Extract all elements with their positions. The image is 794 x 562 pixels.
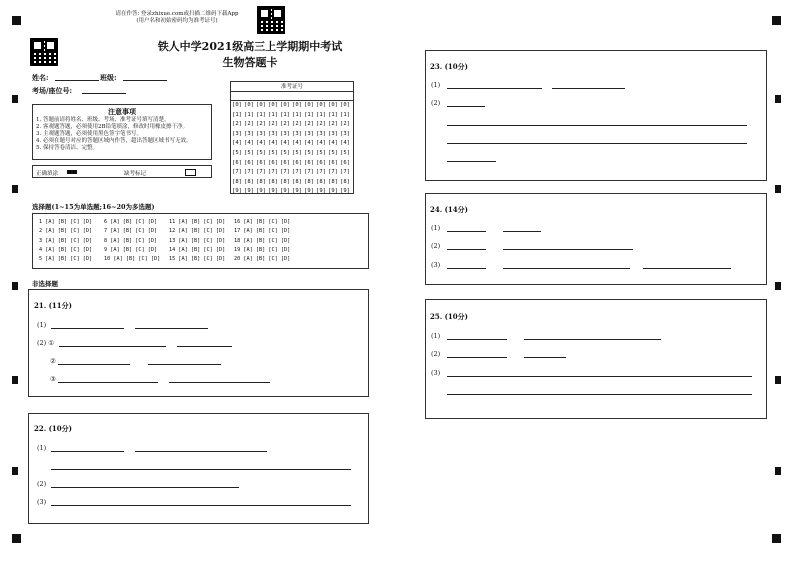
filled-example-icon (67, 170, 77, 174)
q23-answer-2a[interactable] (447, 106, 485, 107)
q22-answer-3[interactable] (51, 505, 351, 506)
exam-id-bubble[interactable]: [2] (304, 121, 314, 128)
exam-id-bubble[interactable]: [1] (304, 111, 314, 118)
q24-answer-3c[interactable] (643, 268, 731, 269)
exam-id-bubble[interactable]: [6] (316, 159, 326, 166)
exam-id-bubble[interactable]: [0] (292, 102, 302, 108)
exam-id-bubble[interactable]: [7] (256, 169, 266, 176)
login-notice-line2: (用户名和初始密码均为准考证号) (136, 18, 218, 24)
q25-part2-label: (2) (431, 350, 441, 358)
exam-id-bubble[interactable]: [8] (328, 178, 338, 185)
q25-answer-2a[interactable] (447, 357, 507, 358)
q21-box (28, 289, 369, 397)
timing-mark (12, 95, 18, 103)
exam-id-bubble[interactable]: [6] (304, 159, 314, 166)
q22-answer-1a[interactable] (51, 451, 124, 452)
exam-id-bubble[interactable]: [2] (292, 121, 302, 128)
exam-id-bubble[interactable]: [9] (316, 188, 326, 195)
q23-answer-1b[interactable] (552, 88, 625, 89)
exam-id-bubble[interactable]: [1] (280, 111, 290, 118)
exam-id-bubble[interactable]: [4] (280, 140, 290, 147)
exam-id-bubble[interactable]: [4] (244, 140, 254, 147)
choice-item[interactable]: 3 [A] [B] [C] [D] (39, 237, 93, 244)
q24-part3-label: (3) (431, 261, 441, 269)
exam-id-bubble[interactable]: [7] (328, 169, 338, 176)
exam-id-bubble[interactable]: [6] (280, 159, 290, 166)
q23-box (425, 50, 767, 181)
q22-part1-label: (1) (37, 444, 47, 452)
exam-id-bubble[interactable]: [4] (256, 140, 266, 147)
corner-mark-tr (772, 16, 781, 25)
notice-box (32, 104, 212, 160)
notice-item: 1. 答题前请将姓名、班级、考场、准考证号填写清楚。 (36, 117, 170, 123)
exam-id-bubble[interactable]: [1] (316, 111, 326, 118)
choice-item[interactable]: 13 [A] [B] [C] [D] (169, 237, 226, 244)
exam-id-bubble[interactable]: [6] (340, 159, 350, 166)
timing-mark (775, 467, 781, 475)
exam-id-bubble[interactable]: [0] (280, 102, 290, 108)
q25-part3-label: (3) (431, 369, 441, 377)
q24-box (425, 193, 767, 285)
exam-id-bubble[interactable]: [7] (232, 169, 242, 176)
exam-id-title: 准考证号 (231, 82, 353, 92)
exam-id-bubble[interactable]: [4] (340, 140, 350, 147)
q21-circle3-label: ③ (50, 375, 56, 383)
name-label: 姓名: (32, 73, 49, 82)
exam-id-box (230, 81, 354, 194)
q24-answer-3b[interactable] (503, 268, 630, 269)
q24-answer-2a[interactable] (447, 249, 486, 250)
choice-item[interactable]: 8 [A] [B] [C] [D] (104, 237, 158, 244)
q24-answer-1b[interactable] (503, 231, 541, 232)
corner-mark-tl (12, 16, 21, 25)
exam-id-bubble[interactable]: [2] (328, 121, 338, 128)
choice-section-title: 选择题(1~15为单选题;16~20为多选题) (32, 203, 155, 211)
notice-item: 2. 客观题答题，必须使用2B铅笔填涂，修改时用橡皮擦干净。 (36, 124, 189, 130)
exam-id-bubble[interactable]: [7] (304, 169, 314, 176)
q25-answer-3a[interactable] (447, 376, 752, 377)
q25-answer-2b[interactable] (524, 357, 566, 358)
exam-id-bubble[interactable]: [5] (232, 149, 242, 156)
title-line1: 铁人中学2021级高三上学期期中考试 (157, 40, 343, 53)
timing-mark (775, 376, 781, 384)
exam-id-bubble[interactable]: [8] (256, 178, 266, 185)
exam-id-bubble[interactable]: [2] (244, 121, 254, 128)
exam-id-bubble[interactable]: [0] (232, 102, 242, 108)
exam-id-write-row[interactable] (231, 92, 353, 101)
q21-answer-2c[interactable] (58, 364, 130, 365)
exam-id-bubble[interactable]: [4] (316, 140, 326, 147)
exam-id-bubble[interactable]: [0] (340, 102, 350, 108)
exam-id-bubble[interactable]: [2] (268, 121, 278, 128)
timing-mark (775, 95, 781, 103)
corner-mark-br (772, 534, 781, 543)
q21-answer-2e[interactable] (58, 382, 158, 383)
exam-id-bubble[interactable]: [7] (244, 169, 254, 176)
exam-id-bubble[interactable]: [1] (244, 111, 254, 118)
title-line2: 生物答题卡 (222, 56, 278, 69)
q23-part2-label: (2) (431, 99, 441, 107)
exam-id-bubble[interactable]: [1] (328, 111, 338, 118)
login-notice (112, 11, 242, 25)
q22-title: 22. (10分) (34, 424, 72, 433)
exam-id-bubble[interactable]: [5] (244, 149, 254, 156)
exam-id-bubble[interactable]: [3] (316, 130, 326, 137)
exam-id-bubble[interactable]: [0] (328, 102, 338, 108)
q25-part1-label: (1) (431, 332, 441, 340)
name-field[interactable] (55, 80, 99, 81)
choice-item[interactable]: 11 [A] [B] [C] [D] (169, 219, 226, 225)
q21-answer-2b[interactable] (177, 346, 232, 347)
timing-mark (775, 185, 781, 193)
exam-id-bubble[interactable]: [8] (280, 178, 290, 185)
q25-answer-1a[interactable] (447, 339, 507, 340)
notice-item: 5. 保持答卷清洁、完整。 (36, 145, 98, 151)
exam-id-bubble[interactable]: [1] (256, 111, 266, 118)
choice-item[interactable]: 5 [A] [B] [C] [D] (39, 256, 93, 263)
exam-id-bubble[interactable]: [9] (268, 188, 278, 195)
q22-answer-2[interactable] (51, 487, 239, 488)
q25-box (425, 299, 767, 419)
exam-id-bubble[interactable]: [6] (256, 159, 266, 166)
q21-answer-2f[interactable] (169, 382, 270, 383)
timing-mark (12, 376, 18, 384)
choice-item[interactable]: 18 [A] [B] [C] [D] (234, 237, 291, 244)
choice-item[interactable]: 1 [A] [B] [C] [D] (39, 219, 93, 225)
notice-item: 3. 主观题答题，必须使用黑色签字笔书写。 (36, 131, 142, 137)
q21-answer-1a[interactable] (51, 328, 124, 329)
exam-id-bubble[interactable]: [8] (316, 178, 326, 185)
exam-id-bubble[interactable]: [7] (292, 169, 302, 176)
q23-answer-1a[interactable] (447, 88, 542, 89)
q21-part1-label: (1) (37, 321, 47, 329)
exam-id-bubble[interactable]: [4] (304, 140, 314, 147)
choice-item[interactable]: 4 [A] [B] [C] [D] (39, 246, 93, 253)
q24-answer-1a[interactable] (447, 231, 486, 232)
exam-id-bubble[interactable]: [5] (328, 149, 338, 156)
class-label: 班级: (100, 73, 117, 82)
exam-id-bubble[interactable]: [5] (316, 149, 326, 156)
exam-id-bubble[interactable]: [1] (268, 111, 278, 118)
exam-id-bubble[interactable]: [5] (292, 149, 302, 156)
q23-part1-label: (1) (431, 81, 441, 89)
exam-id-bubble[interactable]: [5] (280, 149, 290, 156)
q22-part3-label: (3) (37, 498, 47, 506)
choice-item[interactable]: 20 [A] [B] [C] [D] (234, 256, 291, 263)
exam-id-bubble[interactable]: [9] (340, 188, 350, 195)
qr-code-icon (257, 6, 285, 34)
timing-mark (12, 467, 18, 475)
choice-item[interactable]: 17 [A] [B] [C] [D] (234, 228, 291, 235)
exam-id-bubble[interactable]: [2] (340, 121, 350, 128)
q21-answer-1b[interactable] (135, 328, 208, 329)
exam-id-bubble[interactable]: [2] (232, 121, 242, 128)
choice-item[interactable]: 19 [A] [B] [C] [D] (234, 246, 291, 253)
exam-id-bubble[interactable]: [5] (256, 149, 266, 156)
seat-label: 考场/座位号: (32, 86, 73, 95)
choice-item[interactable]: 15 [A] [B] [C] [D] (169, 256, 226, 263)
exam-id-bubble[interactable]: [2] (280, 121, 290, 128)
exam-id-bubble[interactable]: [1] (340, 111, 350, 118)
q23-answer-2d[interactable] (447, 161, 496, 162)
choice-item[interactable]: 6 [A] [B] [C] [D] (104, 219, 158, 225)
exam-id-bubble[interactable]: [8] (268, 178, 278, 185)
exam-id-bubble[interactable]: [3] (268, 130, 278, 137)
exam-id-bubble[interactable]: [3] (280, 130, 290, 137)
choice-item[interactable]: 14 [A] [B] [C] [D] (169, 246, 226, 253)
exam-id-bubble[interactable]: [9] (304, 188, 314, 195)
login-notice-line1: 请在作答: 登录zhixue.com或扫描二维码下载App (115, 11, 239, 17)
exam-id-bubble[interactable]: [8] (340, 178, 350, 185)
exam-id-bubble[interactable]: [0] (304, 102, 314, 108)
exam-id-bubble[interactable]: [5] (268, 149, 278, 156)
exam-id-bubble[interactable]: [5] (340, 149, 350, 156)
page-title (150, 38, 350, 70)
exam-id-bubble[interactable]: [3] (304, 130, 314, 137)
q21-answer-2a[interactable] (59, 346, 166, 347)
exam-id-bubble[interactable]: [3] (244, 130, 254, 137)
exam-id-bubble[interactable]: [2] (316, 121, 326, 128)
exam-id-bubble[interactable]: [4] (292, 140, 302, 147)
exam-id-bubble[interactable]: [0] (244, 102, 254, 108)
class-field[interactable] (123, 80, 167, 81)
exam-id-bubble[interactable]: [9] (256, 188, 266, 195)
q24-part2-label: (2) (431, 242, 441, 250)
timing-mark (775, 282, 781, 290)
exam-id-bubble[interactable]: [9] (292, 188, 302, 195)
notice-title: 注意事项 (108, 107, 136, 116)
nonchoice-section-title: 非选择题 (32, 280, 58, 288)
q21-title: 21. (11分) (34, 301, 72, 310)
qr-code-icon (30, 38, 58, 66)
exam-id-bubble[interactable]: [6] (268, 159, 278, 166)
q22-box (28, 413, 369, 524)
exam-id-bubble[interactable]: [7] (268, 169, 278, 176)
q22-answer-1b[interactable] (135, 451, 267, 452)
choice-item[interactable]: 7 [A] [B] [C] [D] (104, 228, 158, 235)
absent-mark-label: 缺考标记 (124, 171, 147, 177)
exam-id-bubble[interactable]: [3] (328, 130, 338, 137)
q23-answer-2b[interactable] (447, 125, 747, 126)
exam-id-bubble[interactable]: [3] (340, 130, 350, 137)
exam-id-bubble[interactable]: [8] (304, 178, 314, 185)
timing-mark (12, 282, 18, 290)
q24-title: 24. (14分) (430, 205, 468, 214)
exam-id-bubble[interactable]: [3] (256, 130, 266, 137)
q23-answer-2c[interactable] (447, 143, 747, 144)
choice-item[interactable]: 2 [A] [B] [C] [D] (39, 228, 93, 235)
q25-title: 25. (10分) (430, 312, 468, 321)
q22-part2-label: (2) (37, 480, 47, 488)
q21-answer-2d[interactable] (148, 364, 221, 365)
exam-id-bubble[interactable]: [3] (232, 130, 242, 137)
exam-id-bubble[interactable]: [1] (292, 111, 302, 118)
exam-id-bubble[interactable]: [7] (280, 169, 290, 176)
exam-id-bubble[interactable]: [9] (328, 188, 338, 195)
exam-id-bubble[interactable]: [6] (244, 159, 254, 166)
exam-id-bubble[interactable]: [4] (232, 140, 242, 147)
q25-answer-3b[interactable] (447, 394, 752, 395)
corner-mark-bl (12, 534, 21, 543)
exam-id-bubble[interactable]: [7] (316, 169, 326, 176)
exam-id-bubble[interactable]: [8] (232, 178, 242, 185)
exam-id-bubble[interactable]: [6] (232, 159, 242, 166)
q23-title: 23. (10分) (430, 62, 468, 71)
q24-part1-label: (1) (431, 224, 441, 232)
seat-field[interactable] (82, 93, 126, 94)
exam-id-bubble[interactable]: [6] (328, 159, 338, 166)
exam-id-bubble[interactable]: [0] (268, 102, 278, 108)
q25-answer-1b[interactable] (524, 339, 661, 340)
exam-id-bubble[interactable]: [9] (244, 188, 254, 195)
choice-item[interactable]: 9 [A] [B] [C] [D] (104, 246, 158, 253)
q21-part2-label: (2) ① (37, 339, 55, 347)
exam-id-bubble[interactable]: [9] (232, 188, 242, 195)
q24-answer-3a[interactable] (447, 268, 486, 269)
exam-id-bubble[interactable]: [0] (316, 102, 326, 108)
exam-id-bubble[interactable]: [4] (268, 140, 278, 147)
notice-item: 4. 必须在题号对应的答题区域内作答，超出答题区域书写无效。 (36, 138, 192, 144)
exam-id-bubbles[interactable] (231, 102, 351, 198)
exam-id-bubble[interactable]: [9] (280, 188, 290, 195)
choice-box (32, 213, 369, 269)
choice-item[interactable]: 16 [A] [B] [C] [D] (234, 219, 291, 225)
exam-id-bubble[interactable]: [5] (304, 149, 314, 156)
q21-circle2-label: ② (50, 357, 56, 365)
exam-id-bubble[interactable]: [8] (244, 178, 254, 185)
exam-id-bubble[interactable]: [2] (256, 121, 266, 128)
absent-mark-box[interactable] (185, 169, 196, 176)
exam-id-bubble[interactable]: [3] (292, 130, 302, 137)
fill-example-box (32, 165, 212, 178)
q24-answer-2b[interactable] (503, 249, 633, 250)
choice-item[interactable]: 12 [A] [B] [C] [D] (169, 228, 226, 235)
exam-id-bubble[interactable]: [7] (340, 169, 350, 176)
timing-mark (12, 185, 18, 193)
exam-id-bubble[interactable]: [6] (292, 159, 302, 166)
correct-fill-label: 正确填涂 (36, 171, 59, 177)
q22-answer-1c[interactable] (51, 469, 351, 470)
exam-id-bubble[interactable]: [0] (256, 102, 266, 108)
exam-id-bubble[interactable]: [1] (232, 111, 242, 118)
exam-id-bubble[interactable]: [4] (328, 140, 338, 147)
exam-id-bubble[interactable]: [8] (292, 178, 302, 185)
choice-item[interactable]: 10 [A] [B] [C] [D] (104, 256, 161, 263)
